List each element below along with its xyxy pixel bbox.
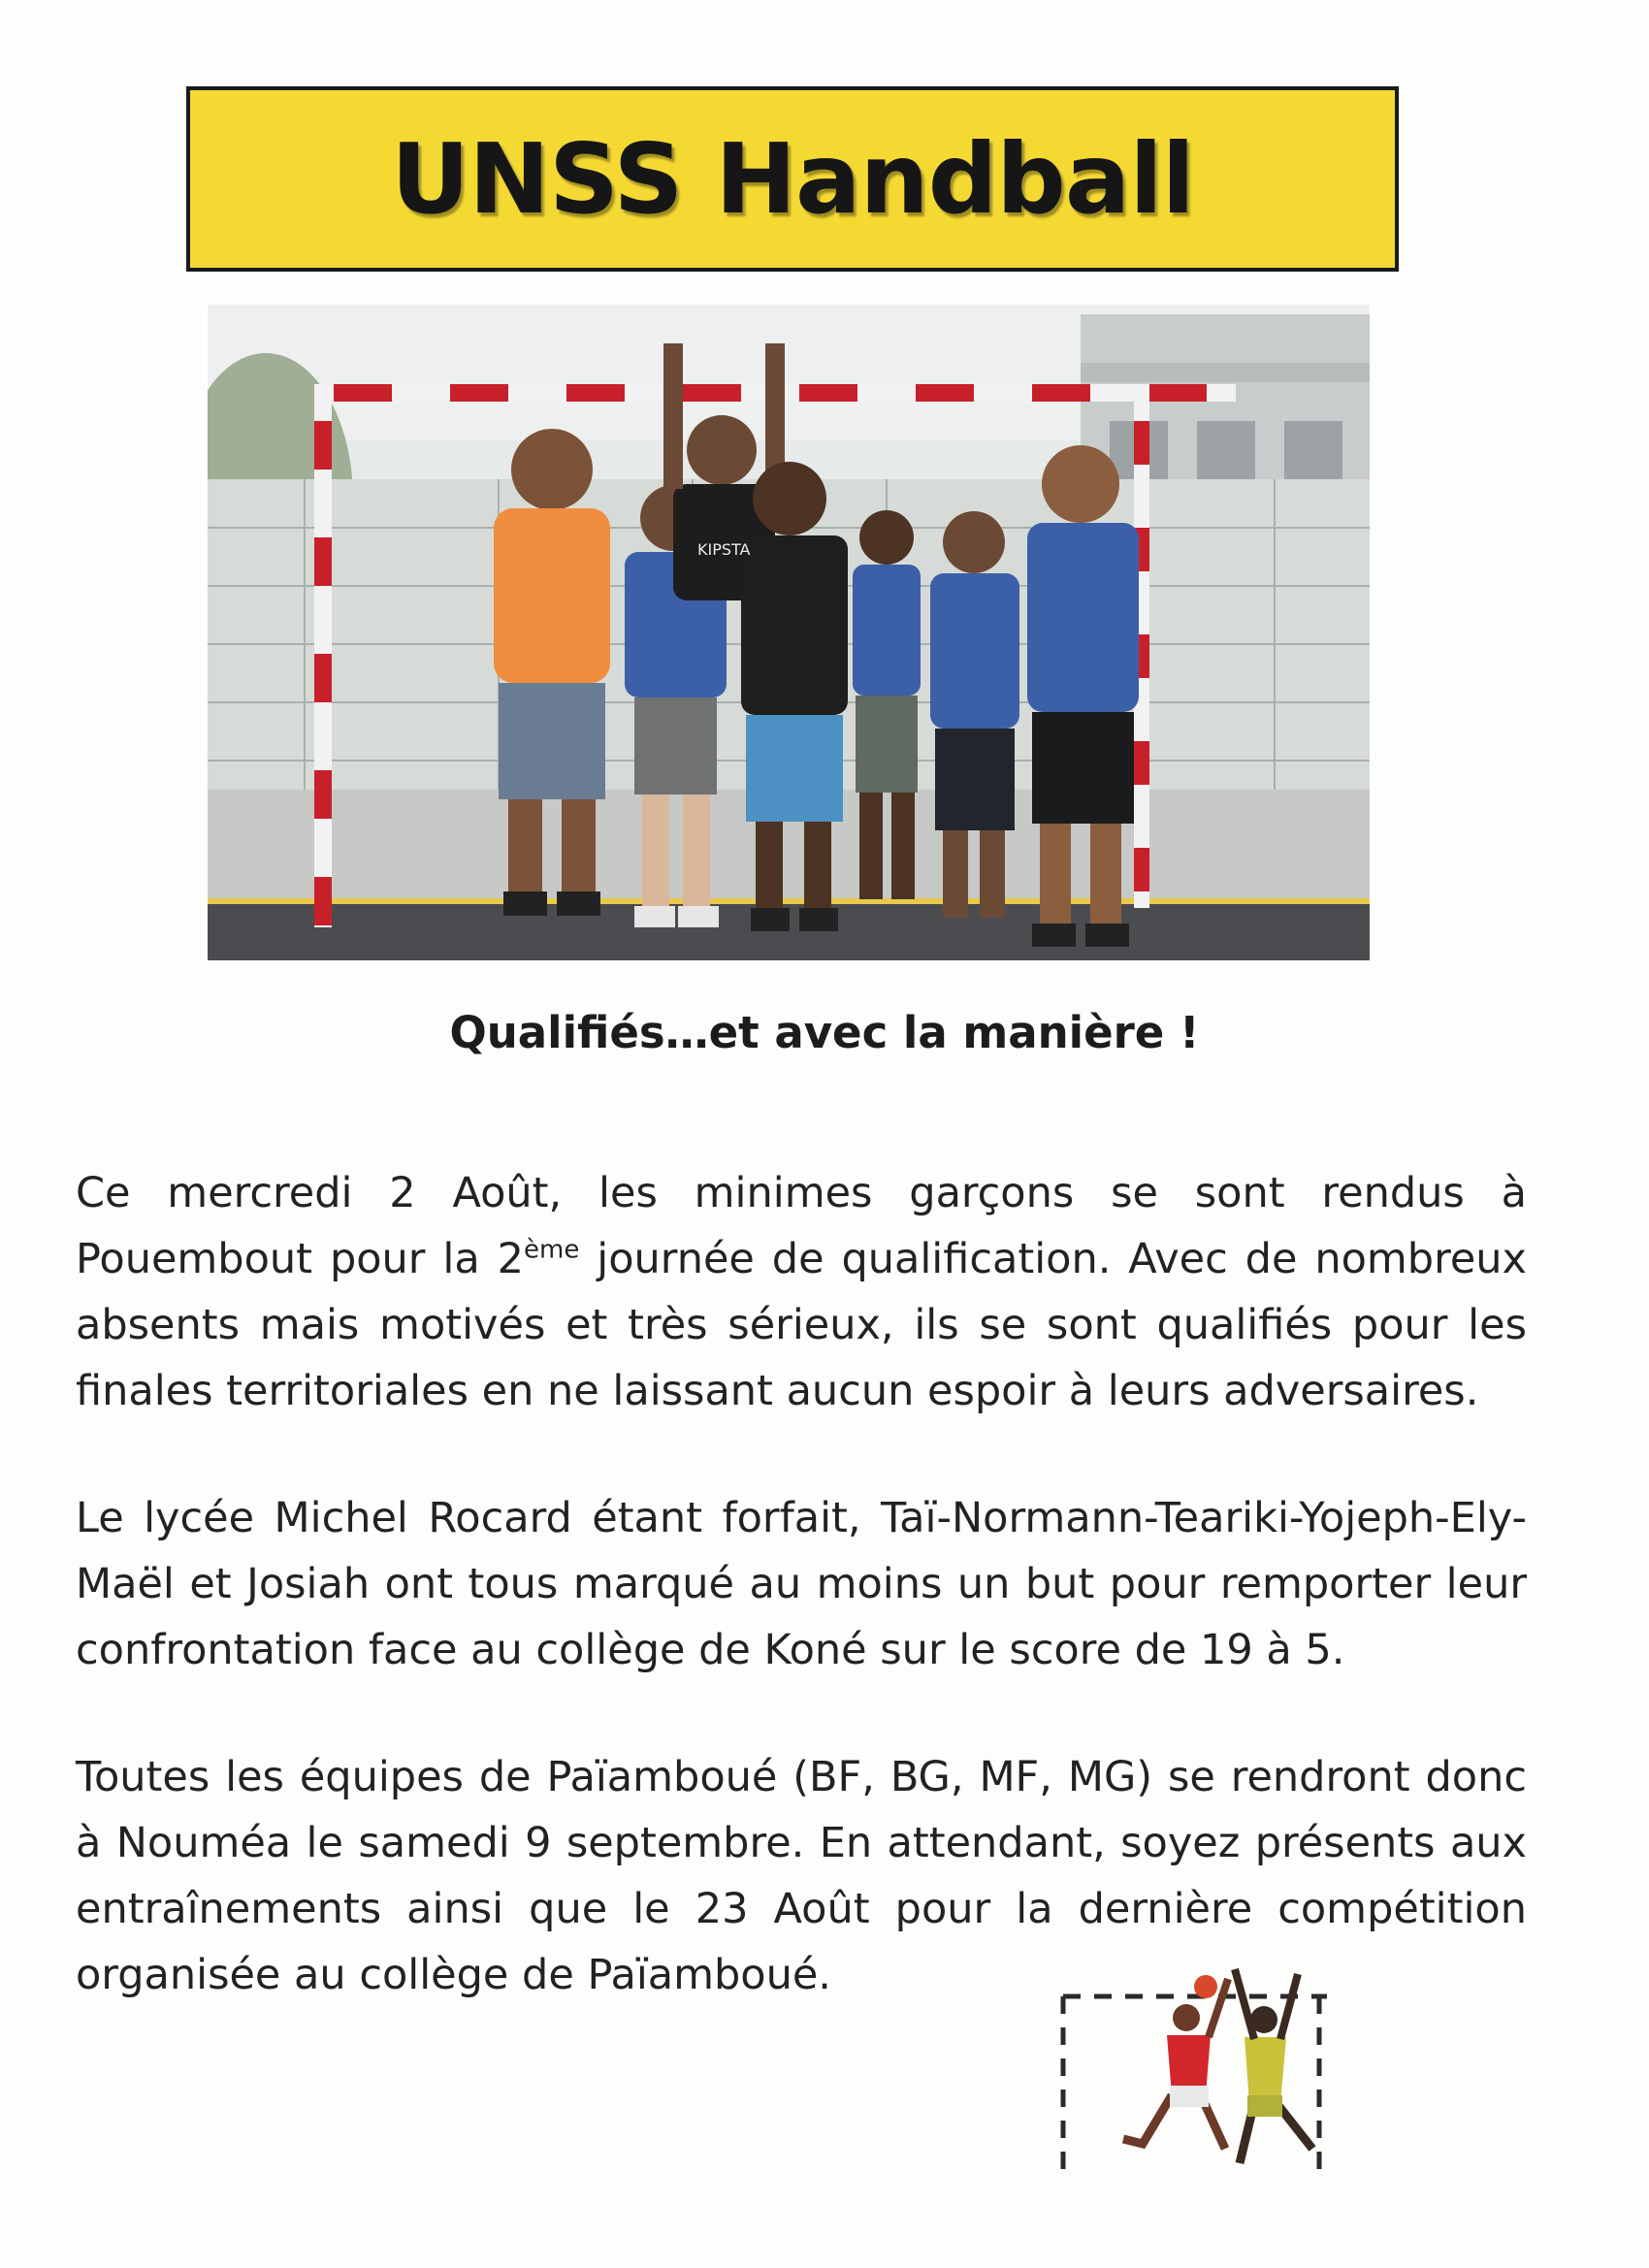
paragraph-3: Toutes les équipes de Païamboué (BF, BG, MF, MG) se rendront donc à Nouméa le samedi 9 septembre. En attendant, soyez présents aux entraînements ainsi que le 23 Août pour la dernière compétition organisée au collège de Païamboué. (76, 1753, 1527, 1999)
team-photo (208, 305, 1370, 960)
yellow-player-figure (1235, 1969, 1312, 2163)
paragraph-1-part-a: Ce mercredi 2 Août, les minimes garçons se sont rendus à Pouembout pour la 2 (76, 1169, 1527, 1283)
paragraph-2: Le lycée Michel Rocard étant forfait, Taï-Normann-Teariki-Yojeph-Ely-Maël et Josiah ont tous marqué au moins un but pour remporter leur confrontation face au collège de Koné sur le score de 19 à 5. (76, 1494, 1527, 1674)
team-photo-illustration (208, 305, 1370, 960)
subtitle: Qualifiés…et avec la manière ! (449, 1007, 1200, 1058)
paragraph-1-part-b: journée de qualification. Avec de nombreux absents mais motivés et très sérieux, ils se sont qualifiés pour les finales territoriales en ne laissant aucun espoir à leurs adversaires. (76, 1235, 1527, 1415)
handball-players-illustration (1036, 1950, 1366, 2188)
title-banner (186, 86, 1399, 272)
jersey-print: KIPSTA (697, 540, 751, 559)
page-title: UNSS Handball (391, 122, 1194, 236)
paragraph-1 (76, 1160, 1527, 1424)
red-player-figure (1123, 1975, 1228, 2149)
superscript-eme: ème (524, 1235, 580, 1265)
